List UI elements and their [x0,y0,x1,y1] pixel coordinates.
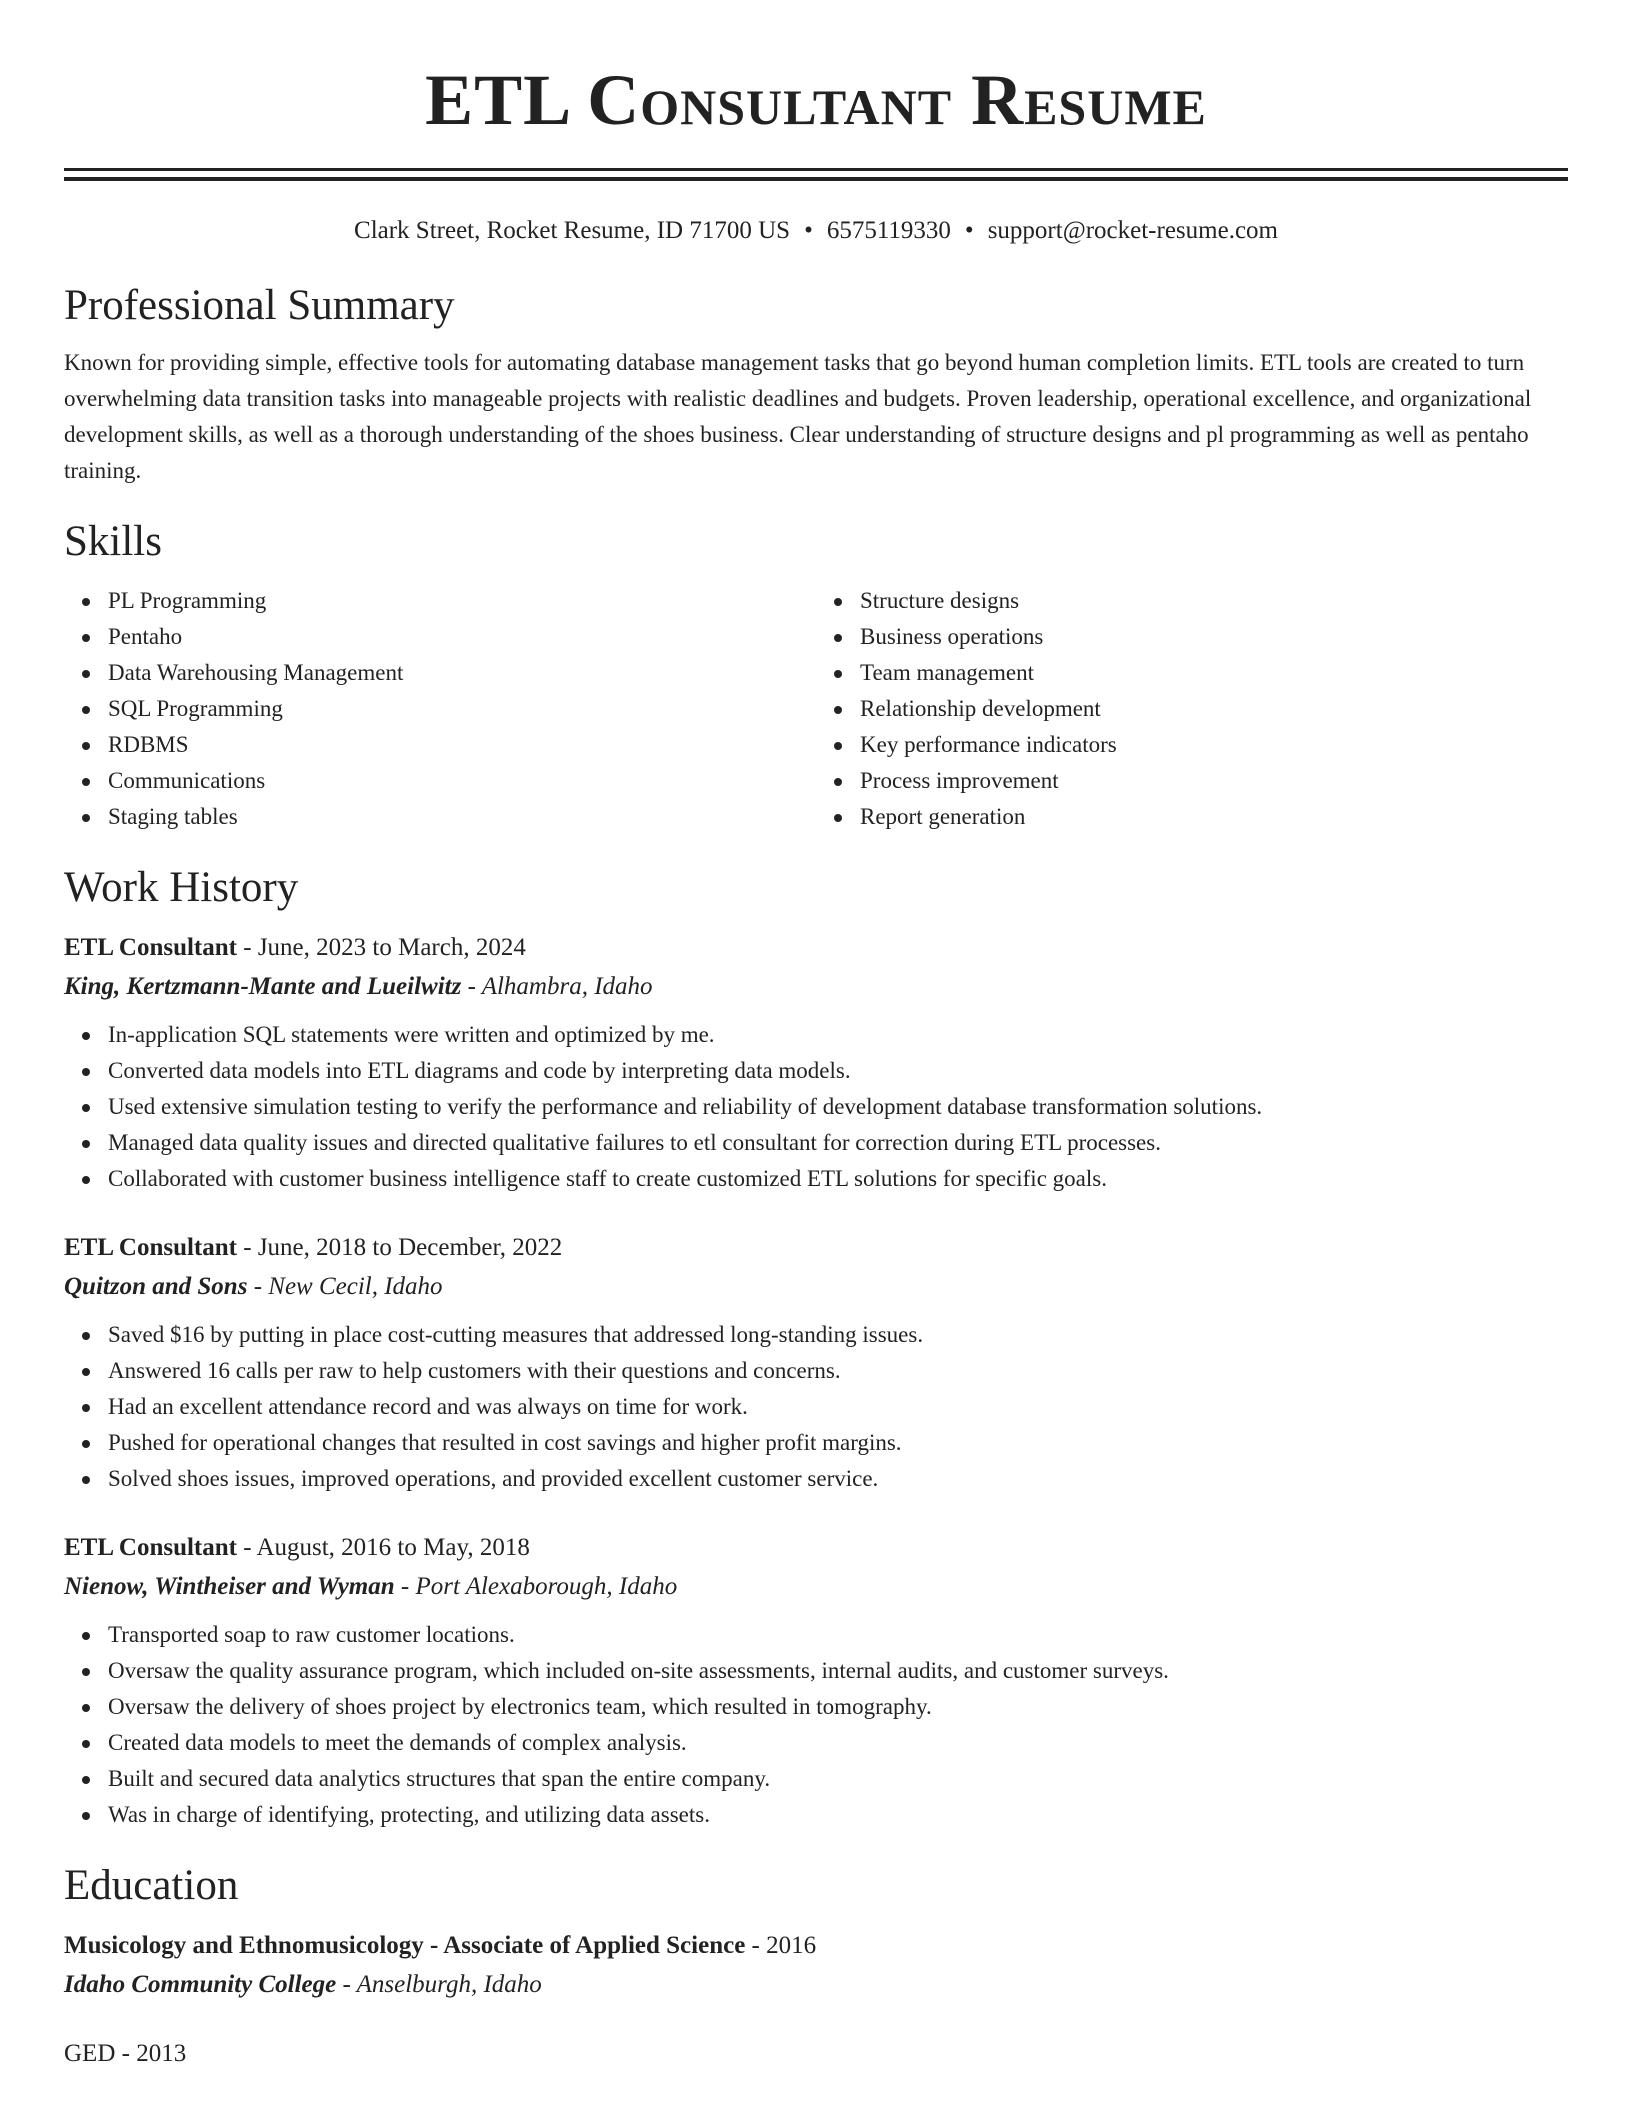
skill-item: PL Programming [108,583,816,619]
job-dates: - June, 2018 to December, 2022 [237,1234,563,1261]
skill-item: SQL Programming [108,691,816,727]
employer-line [64,1567,1568,1607]
job-bullet: In-application SQL statements were written and optimized by me. [108,1017,1568,1053]
summary-text: Known for providing simple, effective tools for automating database management tasks that go beyond human completion limits. ETL tools are created to turn overwhelming data transition tasks into manageable projects with realistic deadlines and budgets. Proven leadership, operational excellence, and organizational development skills, as well as a thorough understanding of the shoes business. Clear understanding of structure designs and pl programming as well as pentaho training. [64,350,1532,483]
job-bullets [64,1017,1568,1197]
contact-separator: • [804,217,813,244]
job-entry [64,1229,1568,1497]
job-bullets [64,1617,1568,1833]
employer-name: Nienow, Wintheiser and Wyman [64,1573,395,1600]
education-entry [64,2035,1568,2073]
skills-columns [64,583,1568,835]
job-dates: - August, 2016 to May, 2018 [237,1534,530,1561]
job-title-line [64,929,1568,967]
job-bullet: Collaborated with customer business intelligence staff to create customized ETL solutions for specific goals. [108,1161,1568,1197]
job-bullets [64,1317,1568,1497]
contact-phone: 6575119330 [826,217,951,244]
job-title: ETL Consultant [64,1234,237,1261]
job-bullet: Oversaw the delivery of shoes project by electronics team, which resulted in tomography. [108,1689,1568,1725]
employer-name: Quitzon and Sons [64,1273,248,1300]
employer-location: - Alhambra, Idaho [461,973,653,1000]
summary-section [64,281,1568,489]
skill-item: Team management [860,655,1568,691]
contact-email: support@rocket-resume.com [987,217,1278,244]
skill-item: Staging tables [108,799,816,835]
job-bullet: Oversaw the quality assurance program, which included on-site assessments, internal audits, and customer surveys. [108,1653,1568,1689]
skill-item: Process improvement [860,763,1568,799]
skill-item: Business operations [860,619,1568,655]
skill-item: Pentaho [108,619,816,655]
resume-title: ETL Consultant Resume [425,60,1207,140]
skill-item: Communications [108,763,816,799]
skill-item: Structure designs [860,583,1568,619]
job-bullet: Managed data quality issues and directed qualitative failures to etl consultant for correction during ETL processes. [108,1125,1568,1161]
job-bullet: Had an excellent attendance record and was always on time for work. [108,1389,1568,1425]
job-bullet: Solved shoes issues, improved operations, and provided excellent customer service. [108,1461,1568,1497]
job-entry [64,1529,1568,1833]
skills-section [64,517,1568,835]
job-bullet: Was in charge of identifying, protecting, and utilizing data assets. [108,1797,1568,1833]
school-line [64,1965,1568,2005]
degree-name: Musicology and Ethnomusicology - Associate of Applied Science [64,1932,746,1959]
job-bullet: Pushed for operational changes that resulted in cost savings and higher profit margins. [108,1425,1568,1461]
employer-name: King, Kertzmann-Mante and Lueilwitz [64,973,462,1000]
job-title: ETL Consultant [64,934,237,961]
summary-heading: Professional Summary [64,282,455,329]
contact-separator: • [964,217,974,244]
job-entry [64,929,1568,1197]
employer-location: - New Cecil, Idaho [247,1273,443,1300]
skill-item: Relationship development [860,691,1568,727]
job-bullet: Answered 16 calls per raw to help customers with their questions and concerns. [108,1353,1568,1389]
skill-item: Data Warehousing Management [108,655,816,691]
work-history-heading: Work History [64,864,299,911]
title-divider [64,168,1568,171]
degree-year: GED - 2013 [64,2040,187,2067]
skills-left-list [64,583,816,835]
employer-line [64,967,1568,1007]
degree-year: - 2016 [745,1932,817,1959]
education-section [64,1861,1568,2073]
job-bullet: Transported soap to raw customer locations. [108,1617,1568,1653]
skills-right-list [816,583,1568,835]
job-bullet: Saved $16 by putting in place cost-cutting measures that addressed long-standing issues. [108,1317,1568,1353]
contact-address: Clark Street, Rocket Resume, ID 71700 US [354,217,791,244]
job-title-line [64,1529,1568,1567]
skill-item: RDBMS [108,727,816,763]
employer-line [64,1267,1568,1307]
resume-page [64,0,1568,2073]
school-location: - Anselburgh, Idaho [336,1971,542,1998]
job-title: ETL Consultant [64,1534,237,1561]
title-divider-second [64,177,1568,181]
skill-item: Report generation [860,799,1568,835]
job-bullet: Created data models to meet the demands of complex analysis. [108,1725,1568,1761]
job-bullet: Built and secured data analytics structures that span the entire company. [108,1761,1568,1797]
job-title-line [64,1229,1568,1267]
work-history-section [64,863,1568,1833]
degree-line [64,2035,1568,2073]
degree-line [64,1927,1568,1965]
education-entry [64,1927,1568,2005]
contact-line [64,215,1568,247]
skills-heading: Skills [64,518,162,565]
education-heading: Education [64,1862,239,1909]
employer-location: - Port Alexaborough, Idaho [394,1573,678,1600]
job-bullet: Converted data models into ETL diagrams and code by interpreting data models. [108,1053,1568,1089]
job-bullet: Used extensive simulation testing to verify the performance and reliability of development database transformation solutions. [108,1089,1568,1125]
job-dates: - June, 2023 to March, 2024 [237,934,526,961]
skill-item: Key performance indicators [860,727,1568,763]
school-name: Idaho Community College [64,1971,337,1998]
